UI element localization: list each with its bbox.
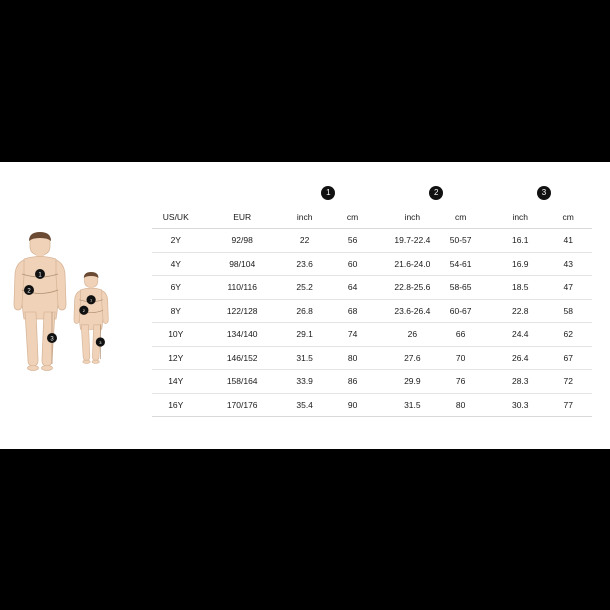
cell-usuk: 4Y (152, 252, 208, 276)
cell-m1-cm: 64 (329, 276, 377, 300)
cell-eur: 134/140 (208, 323, 269, 347)
row-sep (376, 229, 388, 253)
group-sep-3 (484, 180, 496, 206)
row-sep (484, 299, 496, 323)
cell-m3-inch: 26.4 (496, 346, 544, 370)
cell-m2-inch: 23.6-26.4 (388, 299, 437, 323)
cell-m2-inch: 22.8-25.6 (388, 276, 437, 300)
adult-marker-1-label: 1 (38, 272, 42, 279)
cell-m1-cm: 56 (329, 229, 377, 253)
cell-m2-cm: 54-61 (437, 252, 485, 276)
group-header-measure-2 (388, 180, 485, 206)
adult-marker-2-label: 2 (27, 288, 31, 295)
row-sep (269, 276, 281, 300)
row-sep (484, 346, 496, 370)
cell-m1-inch: 31.5 (280, 346, 328, 370)
group-sep-1 (269, 180, 281, 206)
adult-figure (14, 232, 66, 371)
row-sep (376, 323, 388, 347)
cell-usuk: 8Y (152, 299, 208, 323)
cell-m3-cm: 47 (544, 276, 592, 300)
cell-m3-cm: 62 (544, 323, 592, 347)
cell-m3-inch: 30.3 (496, 393, 544, 417)
cell-eur: 146/152 (208, 346, 269, 370)
table-row (152, 323, 592, 347)
cell-m2-inch: 19.7-22.4 (388, 229, 437, 253)
cell-m1-cm: 74 (329, 323, 377, 347)
hdr-sep-3 (484, 206, 496, 229)
badge-1: 1 (321, 186, 335, 200)
cell-m1-inch: 33.9 (280, 370, 328, 394)
row-sep (376, 252, 388, 276)
cell-m2-cm: 50-57 (437, 229, 485, 253)
group-header-measure-3 (496, 180, 592, 206)
cell-m3-cm: 43 (544, 252, 592, 276)
row-sep (269, 346, 281, 370)
row-sep (376, 393, 388, 417)
table-row (152, 229, 592, 253)
group-header-blank-usuk (152, 180, 208, 206)
adult-marker-3-label: 3 (50, 336, 54, 343)
cell-m1-cm: 68 (329, 299, 377, 323)
cell-m1-inch: 29.1 (280, 323, 328, 347)
badge-2: 2 (429, 186, 443, 200)
child-marker-1-label: 1 (90, 297, 93, 303)
cell-usuk: 14Y (152, 370, 208, 394)
row-sep (376, 370, 388, 394)
cell-eur: 98/104 (208, 252, 269, 276)
cell-eur: 158/164 (208, 370, 269, 394)
cell-m3-inch: 22.8 (496, 299, 544, 323)
row-sep (269, 393, 281, 417)
column-header-m1-inch: inch (280, 206, 328, 229)
cell-usuk: 2Y (152, 229, 208, 253)
row-sep (269, 323, 281, 347)
cell-m2-cm: 76 (437, 370, 485, 394)
cell-m3-cm: 41 (544, 229, 592, 253)
column-header-m3-cm: cm (544, 206, 592, 229)
table-row (152, 393, 592, 417)
cell-m2-inch: 29.9 (388, 370, 437, 394)
row-sep (376, 299, 388, 323)
column-header-m1-cm: cm (329, 206, 377, 229)
figures-svg (8, 232, 148, 412)
column-header-m2-cm: cm (437, 206, 485, 229)
cell-m2-cm: 80 (437, 393, 485, 417)
hdr-sep-2 (376, 206, 388, 229)
group-header-measure-1 (280, 180, 376, 206)
size-table (152, 180, 592, 417)
cell-m3-cm: 58 (544, 299, 592, 323)
cell-m2-inch: 31.5 (388, 393, 437, 417)
cell-m1-cm: 86 (329, 370, 377, 394)
body-measurement-figures (8, 232, 148, 412)
cell-m2-cm: 70 (437, 346, 485, 370)
row-sep (269, 229, 281, 253)
cell-m3-cm: 67 (544, 346, 592, 370)
row-sep (484, 393, 496, 417)
row-sep (484, 252, 496, 276)
badge-3: 3 (537, 186, 551, 200)
cell-m1-cm: 80 (329, 346, 377, 370)
row-sep (269, 299, 281, 323)
cell-m1-cm: 90 (329, 393, 377, 417)
size-chart-sheet (0, 162, 610, 449)
cell-m2-cm: 58-65 (437, 276, 485, 300)
table-row (152, 299, 592, 323)
cell-eur: 122/128 (208, 299, 269, 323)
cell-m3-cm: 77 (544, 393, 592, 417)
cell-m1-cm: 60 (329, 252, 377, 276)
cell-usuk: 12Y (152, 346, 208, 370)
cell-m3-cm: 72 (544, 370, 592, 394)
column-header-m3-inch: inch (496, 206, 544, 229)
row-sep (484, 229, 496, 253)
table-row (152, 252, 592, 276)
table-row (152, 276, 592, 300)
cell-eur: 92/98 (208, 229, 269, 253)
cell-m1-inch: 23.6 (280, 252, 328, 276)
size-table-container (152, 180, 592, 417)
cell-m3-inch: 16.9 (496, 252, 544, 276)
table-row (152, 346, 592, 370)
cell-m2-inch: 27.6 (388, 346, 437, 370)
table-row (152, 370, 592, 394)
group-sep-2 (376, 180, 388, 206)
cell-m1-inch: 35.4 (280, 393, 328, 417)
cell-eur: 170/176 (208, 393, 269, 417)
table-group-header-row (152, 180, 592, 206)
cell-m2-cm: 60-67 (437, 299, 485, 323)
cell-m3-inch: 18.5 (496, 276, 544, 300)
row-sep (484, 276, 496, 300)
table-column-header-row (152, 206, 592, 229)
child-marker-2-label: 2 (82, 308, 85, 314)
cell-m2-cm: 66 (437, 323, 485, 347)
cell-m2-inch: 26 (388, 323, 437, 347)
cell-usuk: 6Y (152, 276, 208, 300)
cell-m3-inch: 16.1 (496, 229, 544, 253)
row-sep (376, 276, 388, 300)
row-sep (484, 323, 496, 347)
cell-eur: 110/116 (208, 276, 269, 300)
group-header-blank-eur (208, 180, 269, 206)
column-header-usuk: US/UK (152, 206, 208, 229)
hdr-sep-1 (269, 206, 281, 229)
cell-m3-inch: 28.3 (496, 370, 544, 394)
cell-m2-inch: 21.6-24.0 (388, 252, 437, 276)
row-sep (269, 252, 281, 276)
column-header-m2-inch: inch (388, 206, 437, 229)
cell-usuk: 16Y (152, 393, 208, 417)
cell-m3-inch: 24.4 (496, 323, 544, 347)
row-sep (269, 370, 281, 394)
cell-m1-inch: 26.8 (280, 299, 328, 323)
cell-usuk: 10Y (152, 323, 208, 347)
child-marker-3-label: 3 (99, 339, 102, 345)
row-sep (376, 346, 388, 370)
cell-m1-inch: 25.2 (280, 276, 328, 300)
child-figure (74, 272, 108, 363)
column-header-eur: EUR (208, 206, 269, 229)
cell-m1-inch: 22 (280, 229, 328, 253)
row-sep (484, 370, 496, 394)
